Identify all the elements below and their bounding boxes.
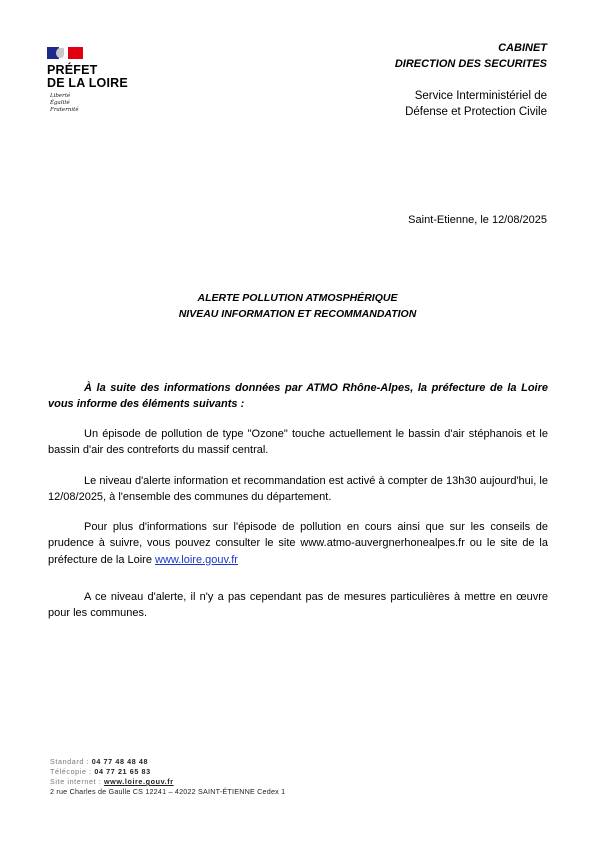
paragraph-3-text: Pour plus d'informations sur l'épisode de pollution en cours ainsi que sur les conseils de prudence à suivre, vous pouvez consulter le site www.atmo-auvergnerhonealpes.fr ou le site de la préfecture de la Loire xyxy=(48,521,548,566)
prefet-line2: DE LA LOIRE xyxy=(47,76,128,90)
marianne-profile-icon xyxy=(59,47,68,59)
cabinet-label: CABINET xyxy=(498,42,547,54)
paragraph-4-text: A ce niveau d'alerte, il n'y a pas cependant pas de mesures particulières à mettre en œuvre pour les communes. xyxy=(48,591,548,620)
intro-text: À la suite des informations données par ATMO Rhône-Alpes, la préfecture de la Loire vous informe des éléments suivants : xyxy=(48,382,548,411)
paragraph-1-text: Un épisode de pollution de type "Ozone" touche actuellement le bassin d'air stéphanois et le bassin d'air des contreforts du massif central. xyxy=(48,428,548,457)
alert-title-line1: ALERTE POLLUTION ATMOSPHÉRIQUE xyxy=(197,292,398,304)
paragraph-2-text: Le niveau d'alerte information et recommandation est activé à compter de 13h30 aujourd'hui, le 12/08/2025, à l'ensemble des communes du département. xyxy=(48,475,548,504)
alert-title-line2: NIVEAU INFORMATION ET RECOMMANDATION xyxy=(178,308,417,320)
telecopie-value: 04 77 21 65 83 xyxy=(94,767,151,776)
prefet-line1: PRÉFET xyxy=(47,63,98,77)
flag-red-band xyxy=(68,47,83,59)
footer-standard xyxy=(50,757,285,767)
alert-title xyxy=(0,290,595,322)
footer-site-link[interactable]: www.loire.gouv.fr xyxy=(103,777,174,786)
footer-site xyxy=(50,777,285,787)
loire-gouv-link[interactable]: www.loire.gouv.fr xyxy=(155,553,238,566)
paragraph-1 xyxy=(48,426,548,459)
footer-telecopie xyxy=(50,767,285,777)
cabinet-header xyxy=(395,40,547,72)
intro-paragraph xyxy=(48,380,548,413)
marianne-logo xyxy=(47,47,83,59)
direction-label: DIRECTION DES SECURITES xyxy=(394,58,547,70)
service-line2: Défense et Protection Civile xyxy=(405,106,547,118)
site-label: Site internet : xyxy=(50,777,104,786)
service-line1: Service Interministériel de xyxy=(414,90,547,102)
standard-label: Standard : xyxy=(50,757,92,766)
paragraph-3 xyxy=(48,519,548,568)
telecopie-label: Télécopie : xyxy=(50,767,95,776)
republic-motto xyxy=(50,93,79,114)
motto-egalite: Égalité xyxy=(50,100,70,106)
paragraph-4 xyxy=(48,589,548,622)
footer-address: 2 rue Charles de Gaulle CS 12241 – 42022 SAINT-ÉTIENNE Cedex 1 xyxy=(50,787,286,796)
standard-value: 04 77 48 48 48 xyxy=(91,757,149,766)
date-line: Saint-Etienne, le 12/08/2025 xyxy=(408,214,547,226)
paragraph-2 xyxy=(48,473,548,506)
motto-fraternite: Fraternité xyxy=(50,107,79,113)
motto-liberte: Liberté xyxy=(50,93,71,99)
service-header xyxy=(405,88,547,120)
footer-contact xyxy=(50,757,285,797)
prefet-title xyxy=(47,64,128,90)
